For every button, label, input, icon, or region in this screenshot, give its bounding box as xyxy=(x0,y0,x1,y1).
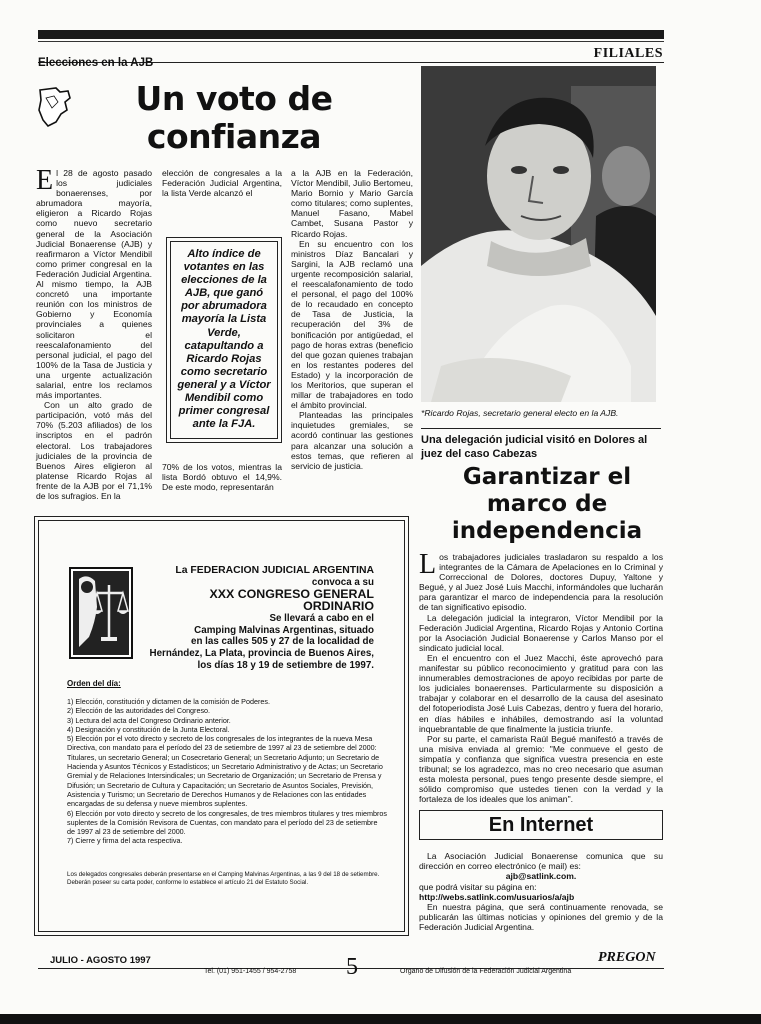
paragraph: Planteadas las principales inquietudes gremiales, se acordó continuar las gestiones para alcanzar una solución a estos temas, que refieren al servicio de justicia. xyxy=(291,410,413,471)
paragraph: En el encuentro con el Juez Macchi, éste aprovechó para manifestar su público reconocimiento y gratitud para con las innumerables demostraciones de apoyo recibidas por parte de los judiciales bonaerenses. Particularmente su disposición a trabajar y colaborar en el desarrollo de la causa del asesinato del fotoperiodista José Luis Cabezas, dentro y fuera del horario, en días hábiles e inhábiles, demostrando así la voluntad inquebrantable de que finalmente la justicia triunfe. xyxy=(419,652,663,734)
paragraph: Por su parte, el camarista Raúl Begué manifestó a través de una misiva enviada al gremio: "Me conmueve el gesto de simpatía y confianza que significa vuestra presencia en este tribunal; se los agradezco, mas no creo necesario que asuman esta molesta personal, pues tengo presente desde siempre, el sólido compromiso que ustedes tienen con la verdad y la fortaleza de los ideales que los animan". xyxy=(419,733,663,805)
section-label: FILIALES xyxy=(593,46,663,61)
notice-line-8: los días 18 y 19 de setiembre de 1997. xyxy=(197,660,374,672)
bottom-scan-edge xyxy=(0,1014,761,1024)
article2-subhead: Una delegación judicial visitó en Dolores al juez del caso Cabezas xyxy=(421,434,648,460)
paragraph: a la AJB en la Federación, Víctor Mendibil, Julio Bertomeu, Mario Bornio y Mario García como titulares; como suplentes, Manuel Fasano, Mabel Cambet, Susana Pastor y Ricardo Rojas. xyxy=(291,168,413,239)
internet-title-box: En Internet xyxy=(419,810,663,840)
internet-body xyxy=(419,851,663,933)
page-number: 5 xyxy=(346,954,358,980)
pullquote-text: Alto índice de votantes en las elecciones de la AJB, que ganó por abrumadora mayoría la Lista Verde, catapultando a Ricardo Rojas como secretario general y a Víctor Mendibil como primer congresal ante la FJA. xyxy=(170,241,278,439)
paragraph: l 28 de agosto pasado los judiciales bonaerenses, por abrumadora mayoría, eligieron a Ricardo Rojas como nuevo secretario general de la Asociación Judicial Bonaerense (AJB) y reafirmaron a Víctor Mendibil como primer congresal en la Federación Judicial Argentina. Al mismo tiempo, la AJB concretó una importante reunión con los ministros de Gobierno y Economía provinciales a quienes solicitaron el reescalafonamiento del personal judicial, el pago del 100% de la Tasa de Justicia y una urgente actualización salarial, entre los reclamos más importantes. xyxy=(36,168,152,401)
article-kicker: Elecciones en la AJB xyxy=(38,57,154,69)
paragraph: que podrá visitar su página en: xyxy=(419,881,537,892)
article2-headline xyxy=(421,464,673,545)
paragraph: os trabajadores judiciales trasladaron su respaldo a los integrantes de la Cámara de Apelaciones en lo Criminal y Correccional de Dolores, doctores Dupuy, Yaltone y Begué, y al Juez José Luis Macchi, informándoles que lucharán para garantizar el marco de independencia para la resolución de tan significativo episodio. xyxy=(419,552,663,613)
paragraph: Con un alto grado de participación, votó más del 70% (5.203 afiliados) de los inscriptos en el padrón electoral. Los trabajadores judiciales de la provincia de Buenos Aires eligieron al platense Ricardo Rojas al frente de la AJB por el 71,1% de los sufragios. En la xyxy=(36,400,152,501)
notice-line-2: convoca a su xyxy=(311,576,374,588)
article2-body xyxy=(419,549,663,805)
notice-line-4: Se llevará a cabo en el xyxy=(269,612,374,624)
issue-date: JULIO - AGOSTO 1997 xyxy=(50,955,151,966)
photo-illustration xyxy=(421,66,656,402)
notice-line-1: La FEDERACION JUDICIAL ARGENTINA xyxy=(175,565,374,576)
dropcap: E xyxy=(36,165,54,196)
notice-line-6: en las calles 505 y 27 de la localidad de xyxy=(191,636,374,648)
paragraph: La delegación judicial la integraron, Víctor Mendibil por la Federación Judicial Argentina, Ricardo Rojas y Antonio Cortina por la Asociación Judicial Bonaerense y Carlos Manso por el sindicato judicial local. xyxy=(419,612,663,653)
agenda-list xyxy=(67,697,387,846)
article1-column-2-bottom xyxy=(162,462,282,492)
article2-rule xyxy=(421,428,661,429)
paragraph: En su encuentro con los ministros Díaz Bancalari y Sargini, la AJB reclamó una urgente recomposición salarial, el reescalafonamiento de todo el personal, el pago del 100% de lo recaudado en concepto de Tasa de Justicia, la recuperación del 3% de bonificación por antigüedad, el pago de horas extras (beneficio del que gozan quienes trabajan en los restantes poderes del Estado) y la incorporación de los Meritorios, que superan el millar de trabajadores en todo el ámbito provincial. xyxy=(291,238,413,411)
top-rule-thick xyxy=(38,30,664,39)
headline-line-1: Garantizar el xyxy=(462,464,632,490)
notice-line-7: Hernández, La Plata, provincia de Buenos Aires, xyxy=(149,648,374,660)
headline-line-1: Un voto de xyxy=(135,79,333,118)
agenda-item: 1) Elección, constitución y dictamen de la comisión de Poderes. xyxy=(67,697,270,706)
notice-line-3: XXX CONGRESO GENERAL ORDINARIO xyxy=(209,586,374,613)
agenda-item: 6) Elección por voto directo y secreto de los congresales, de tres miembros titulares y tres miembros suplentes de la Comisión Revisora de Cuentas, con mandato para el período del 23 de setiembre de 1997 al 23 de setiembre del 2000. xyxy=(67,808,387,837)
headline-line-2: confianza xyxy=(146,117,322,156)
notice-footnote: Los delegados congresales deberán presentarse en el Camping Malvinas Argentinas, a las 9 del 18 de setiembre. Deberán poseer su carta poder, conforme lo establece el artículo 21 del Estatuto Social. xyxy=(67,871,380,886)
paragraph: 70% de los votos, mientras la lista Bordó obtuvo el 14,9%. De este modo, representarán xyxy=(162,462,282,493)
federation-scales-logo xyxy=(69,567,133,659)
agenda-item: 3) Lectura del acta del Congreso Ordinario anterior. xyxy=(67,715,231,725)
email-address[interactable]: ajb@satlink.com. xyxy=(505,871,577,882)
paragraph: La Asociación Judicial Bonaerense comunica que su dirección en correo electrónico (e mail) es: xyxy=(419,851,663,872)
province-map-icon xyxy=(34,84,74,128)
article1-column-2-top xyxy=(162,168,282,198)
website-url[interactable]: http://webs.satlink.com/usuarios/a/ajb xyxy=(419,891,575,902)
pullquote-box xyxy=(166,237,282,443)
dropcap: L xyxy=(419,549,437,580)
agenda-item: 2) Elección de las autoridades del Congreso. xyxy=(67,706,211,716)
article1-column-3 xyxy=(291,168,413,471)
footer-organ: Organo de Difusión de la Federación Judicial Argentina xyxy=(400,968,572,975)
top-rule-thin xyxy=(38,41,664,42)
article1-headline xyxy=(84,80,384,156)
ricardo-rojas-photo xyxy=(421,66,656,402)
headline-line-2: marco de xyxy=(486,491,608,517)
notice-heading xyxy=(139,565,374,672)
agenda-item: 7) Cierre y firma del acta respectiva. xyxy=(67,836,183,846)
agenda-title: Orden del día: xyxy=(67,679,121,688)
paragraph: elección de congresales a la Federación Judicial Argentina, la lista Verde alcanzó el xyxy=(162,168,282,199)
headline-line-3: independencia xyxy=(451,518,643,544)
congress-notice-box xyxy=(34,516,409,936)
notice-line-5: Camping Malvinas Argentinas, situado xyxy=(194,624,374,636)
pregon-logo: PREGON xyxy=(598,950,656,965)
agenda-item: 4) Designación y constitución de la Junta Electoral. xyxy=(67,724,230,734)
photo-caption: *Ricardo Rojas, secretario general electo en la AJB. xyxy=(421,408,619,418)
paragraph: En nuestra página, que será continuamente renovada, se publicarán las últimas noticias y opiniones del gremio y de la Federación Judicial Argentina. xyxy=(419,902,663,933)
footer-telephone: Tel. (01) 951-1455 / 954-2758 xyxy=(204,968,297,975)
agenda-item: 5) Elección por el voto directo y secreto de los congresales de los integrantes de la nueva Mesa Directiva, con mandato para el período del 23 de setiembre de 1997 al 23 de setiembre del 2000: Titulares, un secretario General; un Cosecretario General; un Secretario Adjunto; un Secretario de Hacienda y Asuntos Técnicos y Estadísticos; un Secretario Administrativo y de Actas; un Secretario Gremial y de Relaciones Intersindicales; un Secretario de Organización; un Secretario de Prensa y Difusión; un Secretario de Cultura y Capacitación; un Secretario de Asuntos Sociales, Previsión, Asistencia y Turismo; un Secretario de Derechos Humanos y de Relaciones con las entidades encargadas de su defensa y nueve miembros suplentes. xyxy=(67,734,383,809)
article1-column-1 xyxy=(36,165,152,501)
